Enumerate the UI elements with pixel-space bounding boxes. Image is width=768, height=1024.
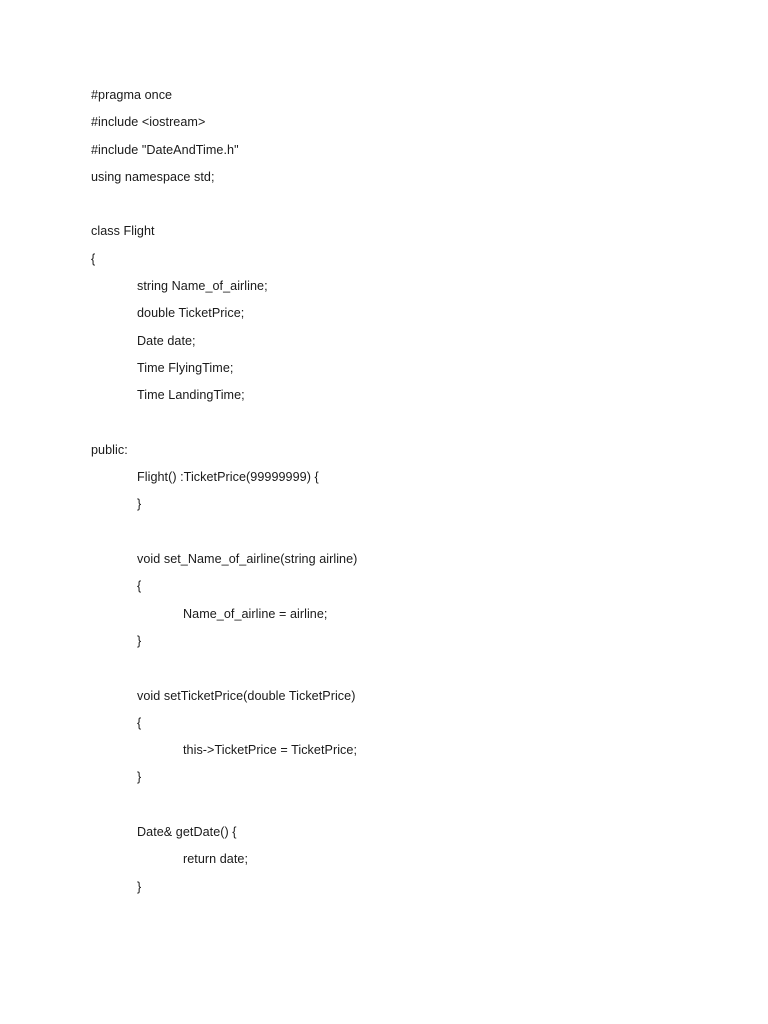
code-line: Date date;	[137, 333, 196, 348]
blank-line	[91, 413, 731, 440]
code-line: this->TicketPrice = TicketPrice;	[183, 743, 357, 758]
code-line: class Flight	[91, 224, 155, 239]
code-line: Time LandingTime;	[137, 388, 245, 403]
code-listing	[91, 85, 731, 904]
code-line: {	[137, 715, 142, 730]
code-line: Time FlyingTime;	[137, 360, 234, 375]
code-line: Flight() :TicketPrice(99999999) {	[137, 470, 319, 485]
code-line: Name_of_airline = airline;	[183, 606, 328, 621]
blank-line	[91, 795, 731, 822]
code-line: string Name_of_airline;	[137, 279, 268, 294]
code-line: public:	[91, 442, 128, 457]
code-line: }	[137, 879, 142, 894]
code-line: Date& getDate() {	[137, 825, 237, 840]
code-line: using namespace std;	[91, 169, 215, 184]
blank-line	[91, 522, 731, 549]
code-line: {	[91, 251, 96, 266]
code-line: {	[137, 579, 142, 594]
code-line: #pragma once	[91, 88, 173, 102]
blank-line	[91, 194, 731, 221]
code-line: return date;	[183, 852, 249, 867]
code-line: double TicketPrice;	[137, 306, 245, 321]
code-line: }	[137, 497, 142, 512]
code-line: }	[137, 770, 142, 785]
code-line: void setTicketPrice(double TicketPrice)	[137, 688, 356, 703]
code-line: #include "DateAndTime.h"	[91, 142, 239, 157]
blank-line	[91, 658, 731, 685]
code-line: }	[137, 633, 142, 648]
code-line: #include <iostream>	[91, 115, 206, 130]
code-line: void set_Name_of_airline(string airline)	[137, 552, 358, 567]
